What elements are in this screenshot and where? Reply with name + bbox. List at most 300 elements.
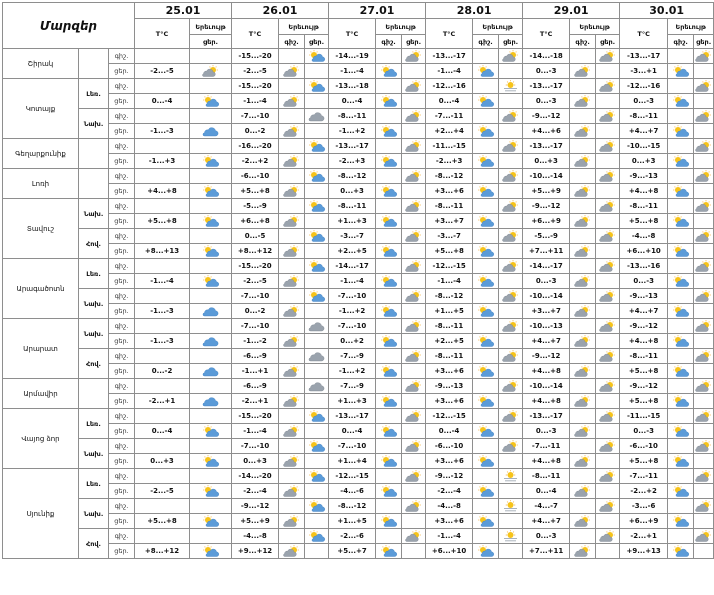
weather-icon-cell xyxy=(570,64,596,79)
sun-cloud-icon xyxy=(308,170,325,182)
temperature-value: -15...-20 xyxy=(232,79,279,94)
weather-icon-cell xyxy=(305,304,329,319)
sun-cloud-icon xyxy=(672,515,689,527)
temperature-value: -6...-10 xyxy=(426,439,473,454)
weather-icon-cell xyxy=(570,184,596,199)
cloud-sun-icon xyxy=(283,485,300,497)
temperature-value: -8...-12 xyxy=(329,169,376,184)
cloud-sun-icon xyxy=(599,410,616,422)
sun-haze-icon xyxy=(502,530,519,542)
weather-icon-cell xyxy=(473,169,499,184)
weather-icon-cell xyxy=(402,424,426,439)
temperature-value: -10...-14 xyxy=(523,289,570,304)
temperature-value: -2...-4 xyxy=(426,484,473,499)
weather-icon-cell xyxy=(694,439,714,454)
temperature-value: -13...-17 xyxy=(523,139,570,154)
weather-icon-cell xyxy=(305,184,329,199)
weather-icon-cell xyxy=(305,424,329,439)
weather-icon-cell xyxy=(499,199,523,214)
temperature-value: -1...-3 xyxy=(135,124,190,139)
weather-icon-cell xyxy=(473,49,499,64)
cloud-sun-icon xyxy=(502,380,519,392)
forecast-row xyxy=(3,469,714,484)
weather-icon-cell xyxy=(190,49,232,64)
temperature-value: +1...+5 xyxy=(426,304,473,319)
temperature-value: -8...-11 xyxy=(329,109,376,124)
weather-icon-cell xyxy=(499,229,523,244)
cloud-sun-icon xyxy=(202,65,219,77)
temperature-value xyxy=(135,529,190,544)
time-of-day-label: ցեր. xyxy=(109,304,135,319)
weather-icon-cell xyxy=(668,199,694,214)
cloud-sun-icon xyxy=(695,500,712,512)
weather-icon-cell xyxy=(402,49,426,64)
weather-icon-cell xyxy=(473,124,499,139)
weather-icon-cell xyxy=(190,439,232,454)
weather-icon-cell xyxy=(499,349,523,364)
temperature-value: -2...-4 xyxy=(232,484,279,499)
date-header: 26.01 xyxy=(232,3,329,19)
cloud-gray-icon xyxy=(308,320,325,332)
weather-icon-cell xyxy=(668,334,694,349)
sun-cloud-icon xyxy=(380,125,397,137)
weather-icon-cell xyxy=(596,169,620,184)
weather-icon-cell xyxy=(402,229,426,244)
weather-icon-cell xyxy=(402,364,426,379)
forecast-row xyxy=(3,64,714,79)
weather-icon-cell xyxy=(668,139,694,154)
weather-icon-cell xyxy=(596,79,620,94)
temperature-value: -8...-11 xyxy=(426,199,473,214)
weather-icon-cell xyxy=(570,469,596,484)
temperature-value: +1...+3 xyxy=(329,214,376,229)
weather-icon-cell xyxy=(570,379,596,394)
cloud-sun-icon xyxy=(574,155,591,167)
weather-icon-cell xyxy=(499,64,523,79)
temperature-value: -8...-11 xyxy=(426,319,473,334)
cloud-sun-icon xyxy=(574,125,591,137)
temperature-value: -8...-11 xyxy=(620,199,668,214)
temperature-value: -8...-11 xyxy=(426,349,473,364)
sun-cloud-icon xyxy=(202,215,219,227)
weather-icon-cell xyxy=(694,154,714,169)
weather-icon-cell xyxy=(668,244,694,259)
weather-icon-cell xyxy=(570,109,596,124)
sun-cloud-icon xyxy=(380,425,397,437)
temperature-value: -14...-20 xyxy=(232,469,279,484)
temperature-value: -11...-15 xyxy=(620,409,668,424)
subregion-label: Լեռ. xyxy=(79,409,109,439)
weather-icon-cell xyxy=(499,304,523,319)
sun-cloud-icon xyxy=(477,365,494,377)
weather-icon-cell xyxy=(694,454,714,469)
temperature-value: -13...-17 xyxy=(329,409,376,424)
sun-cloud-icon xyxy=(380,65,397,77)
night-subheader: գիշ. xyxy=(473,35,499,49)
cloud-sun-icon xyxy=(574,455,591,467)
weather-icon-cell xyxy=(694,319,714,334)
cloud-sun-icon xyxy=(574,335,591,347)
weather-icon-cell xyxy=(668,469,694,484)
sun-cloud-icon xyxy=(380,305,397,317)
weather-icon-cell xyxy=(694,289,714,304)
temperature-value: +8...+13 xyxy=(135,244,190,259)
weather-icon-cell xyxy=(279,244,305,259)
weather-icon-cell xyxy=(694,394,714,409)
temperature-value: 0...+3 xyxy=(232,454,279,469)
weather-icon-cell xyxy=(596,199,620,214)
time-of-day-label: գիշ. xyxy=(109,109,135,124)
weather-icon-cell xyxy=(402,274,426,289)
cloud-sun-icon xyxy=(599,440,616,452)
temperature-value: -8...-11 xyxy=(620,109,668,124)
cloud-sun-icon xyxy=(405,530,422,542)
weather-icon-cell xyxy=(305,229,329,244)
temperature-value: -13...-17 xyxy=(523,409,570,424)
forecast-row xyxy=(3,499,714,514)
temperature-value: +5...+8 xyxy=(620,214,668,229)
cloud-sun-icon xyxy=(574,185,591,197)
weather-icon-cell xyxy=(279,394,305,409)
weather-icon-cell xyxy=(279,304,305,319)
weather-icon-cell xyxy=(279,214,305,229)
temperature-value: -2...+3 xyxy=(426,154,473,169)
weather-icon-cell xyxy=(668,169,694,184)
sun-cloud-icon xyxy=(477,155,494,167)
weather-icon-cell xyxy=(499,214,523,229)
weather-icon-cell xyxy=(668,409,694,424)
weather-icon-cell xyxy=(668,94,694,109)
weather-icon-cell xyxy=(376,64,402,79)
weather-icon-cell xyxy=(570,319,596,334)
weather-icon-cell xyxy=(376,319,402,334)
temperature-value: 0...+3 xyxy=(620,154,668,169)
time-of-day-label: գիշ. xyxy=(109,49,135,64)
temperature-value: 0...+3 xyxy=(329,184,376,199)
cloud-sun-icon xyxy=(695,350,712,362)
phenomenon-header: Երեւույթ xyxy=(190,19,232,35)
weather-icon-cell xyxy=(305,124,329,139)
temperature-value xyxy=(135,169,190,184)
weather-icon-cell xyxy=(668,64,694,79)
weather-icon-cell xyxy=(499,424,523,439)
temperature-value: -7...-10 xyxy=(232,109,279,124)
sun-cloud-icon xyxy=(202,95,219,107)
sun-cloud-icon xyxy=(672,125,689,137)
sun-cloud-icon xyxy=(477,125,494,137)
weather-icon-cell xyxy=(570,124,596,139)
temperature-value: -2...-6 xyxy=(329,529,376,544)
weather-icon-cell xyxy=(279,334,305,349)
weather-icon-cell xyxy=(402,394,426,409)
weather-icon-cell xyxy=(376,364,402,379)
weather-icon-cell xyxy=(279,439,305,454)
cloud-sun-icon xyxy=(405,350,422,362)
temperature-value: 0...-4 xyxy=(426,94,473,109)
temperature-value: -6...-10 xyxy=(620,439,668,454)
temperature-value: -7...-11 xyxy=(426,109,473,124)
weather-icon-cell xyxy=(596,259,620,274)
temperature-value: -7...-10 xyxy=(232,289,279,304)
weather-icon-cell xyxy=(279,229,305,244)
day-subheader: ցեր. xyxy=(694,35,714,49)
weather-icon-cell xyxy=(596,304,620,319)
weather-icon-cell xyxy=(499,529,523,544)
cloud-sun-icon xyxy=(574,425,591,437)
weather-icon-cell xyxy=(305,214,329,229)
temperature-value: +1...+4 xyxy=(329,454,376,469)
time-of-day-label: ցեր. xyxy=(109,94,135,109)
temperature-value: +5...+7 xyxy=(329,544,376,559)
temperature-value: -15...-20 xyxy=(232,409,279,424)
cloud-sun-icon xyxy=(405,440,422,452)
weather-icon-cell xyxy=(570,499,596,514)
sun-cloud-icon xyxy=(477,275,494,287)
weather-icon-cell xyxy=(570,364,596,379)
weather-icon-cell xyxy=(402,184,426,199)
sun-cloud-icon xyxy=(477,335,494,347)
temperature-value: -10...-14 xyxy=(523,379,570,394)
temperature-value: +5...+9 xyxy=(523,184,570,199)
temperature-value: -8...-11 xyxy=(523,469,570,484)
temperature-value: 0...+3 xyxy=(523,154,570,169)
temperature-value: -7...-10 xyxy=(329,439,376,454)
weather-icon-cell xyxy=(473,379,499,394)
weather-icon-cell xyxy=(190,409,232,424)
weather-icon-cell xyxy=(694,184,714,199)
region-name: Արմավիր xyxy=(3,379,79,409)
weather-icon-cell xyxy=(190,64,232,79)
weather-icon-cell xyxy=(279,94,305,109)
sun-cloud-icon xyxy=(380,215,397,227)
temperature-value: +6...+9 xyxy=(523,214,570,229)
weather-icon-cell xyxy=(668,349,694,364)
weather-icon-cell xyxy=(499,334,523,349)
temperature-value xyxy=(135,319,190,334)
weather-icon-cell xyxy=(305,499,329,514)
day-subheader: ցեր. xyxy=(499,35,523,49)
temperature-value: -7...-9 xyxy=(329,379,376,394)
forecast-row xyxy=(3,364,714,379)
weather-icon-cell xyxy=(596,229,620,244)
time-of-day-label: գիշ. xyxy=(109,169,135,184)
temperature-value: +4...+7 xyxy=(523,514,570,529)
weather-icon-cell xyxy=(190,124,232,139)
temperature-value: -7...-10 xyxy=(232,439,279,454)
temperature-value: -6...-10 xyxy=(232,169,279,184)
cloud-gray-icon xyxy=(308,380,325,392)
temperature-value xyxy=(135,379,190,394)
weather-icon-cell xyxy=(279,259,305,274)
weather-icon-cell xyxy=(473,259,499,274)
weather-icon-cell xyxy=(668,184,694,199)
subregion-label: Նախ. xyxy=(79,199,109,229)
weather-icon-cell xyxy=(499,49,523,64)
weather-icon-cell xyxy=(279,409,305,424)
temperature-value: -1...-4 xyxy=(426,274,473,289)
cloud-blue-icon xyxy=(202,335,219,347)
sun-cloud-icon xyxy=(380,455,397,467)
sun-cloud-icon xyxy=(202,545,219,557)
weather-icon-cell xyxy=(190,244,232,259)
temperature-value: +4...+8 xyxy=(523,394,570,409)
cloud-sun-icon xyxy=(599,140,616,152)
weather-icon-cell xyxy=(499,274,523,289)
weather-icon-cell xyxy=(190,304,232,319)
temperature-value: +3...+7 xyxy=(426,214,473,229)
temperature-value: -9...-12 xyxy=(523,199,570,214)
cloud-sun-icon xyxy=(405,500,422,512)
subregion-label: Լեռ. xyxy=(79,259,109,289)
weather-icon-cell xyxy=(402,199,426,214)
temperature-value: -12...-15 xyxy=(329,469,376,484)
temperature-header: T°C xyxy=(620,19,668,49)
weather-icon-cell xyxy=(668,424,694,439)
forecast-row xyxy=(3,289,714,304)
temperature-value: 0...-4 xyxy=(329,424,376,439)
time-of-day-label: գիշ. xyxy=(109,139,135,154)
weather-icon-cell xyxy=(190,229,232,244)
weather-icon-cell xyxy=(190,484,232,499)
day-subheader: ցեր. xyxy=(190,35,232,49)
weather-icon-cell xyxy=(570,169,596,184)
weather-icon-cell xyxy=(376,109,402,124)
sun-cloud-icon xyxy=(672,215,689,227)
temperature-value: -2...+2 xyxy=(620,484,668,499)
weather-icon-cell xyxy=(570,214,596,229)
sun-cloud-icon xyxy=(202,155,219,167)
region-name: Շիրակ xyxy=(3,49,79,79)
weather-icon-cell xyxy=(376,304,402,319)
weather-icon-cell xyxy=(694,364,714,379)
weather-icon-cell xyxy=(376,124,402,139)
time-of-day-label: ցեր. xyxy=(109,64,135,79)
day-subheader: ցեր. xyxy=(596,35,620,49)
sun-cloud-icon xyxy=(308,80,325,92)
forecast-row xyxy=(3,199,714,214)
region-name: Արագածոտն xyxy=(3,259,79,319)
sun-cloud-icon xyxy=(672,65,689,77)
time-of-day-label: գիշ. xyxy=(109,259,135,274)
weather-icon-cell xyxy=(305,334,329,349)
temperature-value: -13...-17 xyxy=(426,49,473,64)
weather-icon-cell xyxy=(402,154,426,169)
cloud-sun-icon xyxy=(405,410,422,422)
weather-icon-cell xyxy=(305,439,329,454)
temperature-header: T°C xyxy=(523,19,570,49)
weather-icon-cell xyxy=(596,514,620,529)
cloud-sun-icon xyxy=(695,110,712,122)
sun-cloud-icon xyxy=(308,470,325,482)
temperature-value: -4...-8 xyxy=(620,229,668,244)
cloud-sun-icon xyxy=(283,455,300,467)
weather-icon-cell xyxy=(376,169,402,184)
weather-icon-cell xyxy=(305,319,329,334)
weather-icon-cell xyxy=(668,154,694,169)
date-header: 30.01 xyxy=(620,3,714,19)
temperature-value: +5...+8 xyxy=(135,214,190,229)
weather-icon-cell xyxy=(473,394,499,409)
weather-icon-cell xyxy=(668,454,694,469)
region-name: Արարատ xyxy=(3,319,79,379)
cloud-sun-icon xyxy=(599,50,616,62)
sun-cloud-icon xyxy=(308,230,325,242)
weather-icon-cell xyxy=(596,454,620,469)
temperature-value: -14...-18 xyxy=(523,49,570,64)
forecast-row xyxy=(3,124,714,139)
time-of-day-label: գիշ. xyxy=(109,379,135,394)
cloud-sun-icon xyxy=(695,530,712,542)
cloud-sun-icon xyxy=(599,290,616,302)
cloud-sun-icon xyxy=(502,110,519,122)
sun-cloud-icon xyxy=(672,455,689,467)
weather-icon-cell xyxy=(596,94,620,109)
sun-cloud-icon xyxy=(308,440,325,452)
weather-icon-cell xyxy=(596,439,620,454)
weather-icon-cell xyxy=(499,469,523,484)
weather-icon-cell xyxy=(668,259,694,274)
cloud-blue-icon xyxy=(202,125,219,137)
temperature-value: 0...-4 xyxy=(523,484,570,499)
weather-icon-cell xyxy=(694,64,714,79)
weather-icon-cell xyxy=(402,79,426,94)
cloud-sun-icon xyxy=(405,50,422,62)
cloud-sun-icon xyxy=(695,50,712,62)
cloud-blue-icon xyxy=(202,305,219,317)
cloud-sun-icon xyxy=(695,470,712,482)
weather-icon-cell xyxy=(596,364,620,379)
cloud-sun-icon xyxy=(599,530,616,542)
cloud-sun-icon xyxy=(283,545,300,557)
sun-cloud-icon xyxy=(477,485,494,497)
weather-icon-cell xyxy=(305,169,329,184)
weather-icon-cell xyxy=(499,259,523,274)
cloud-sun-icon xyxy=(283,65,300,77)
sun-cloud-icon xyxy=(202,425,219,437)
weather-icon-cell xyxy=(376,544,402,559)
forecast-row xyxy=(3,379,714,394)
weather-icon-cell xyxy=(668,394,694,409)
temperature-value: -1...-4 xyxy=(426,64,473,79)
weather-icon-cell xyxy=(499,154,523,169)
cloud-sun-icon xyxy=(283,125,300,137)
weather-icon-cell xyxy=(499,439,523,454)
weather-icon-cell xyxy=(376,199,402,214)
temperature-value: +4...+6 xyxy=(523,124,570,139)
temperature-value: +4...+7 xyxy=(523,334,570,349)
weather-icon-cell xyxy=(305,544,329,559)
weather-icon-cell xyxy=(376,49,402,64)
forecast-table xyxy=(2,2,714,559)
weather-icon-cell xyxy=(402,124,426,139)
temperature-value: +3...+6 xyxy=(426,454,473,469)
weather-icon-cell xyxy=(499,109,523,124)
temperature-value: +4...+7 xyxy=(620,124,668,139)
weather-icon-cell xyxy=(596,319,620,334)
weather-icon-cell xyxy=(570,304,596,319)
weather-icon-cell xyxy=(190,349,232,364)
temperature-value: +4...+8 xyxy=(620,334,668,349)
weather-icon-cell xyxy=(376,259,402,274)
region-name: Կոտայք xyxy=(3,79,79,139)
weather-icon-cell xyxy=(190,109,232,124)
temperature-value xyxy=(135,109,190,124)
temperature-value: -11...-15 xyxy=(426,139,473,154)
weather-icon-cell xyxy=(279,124,305,139)
temperature-value: -16...-20 xyxy=(232,139,279,154)
subregion-label xyxy=(79,379,109,409)
weather-icon-cell xyxy=(694,499,714,514)
